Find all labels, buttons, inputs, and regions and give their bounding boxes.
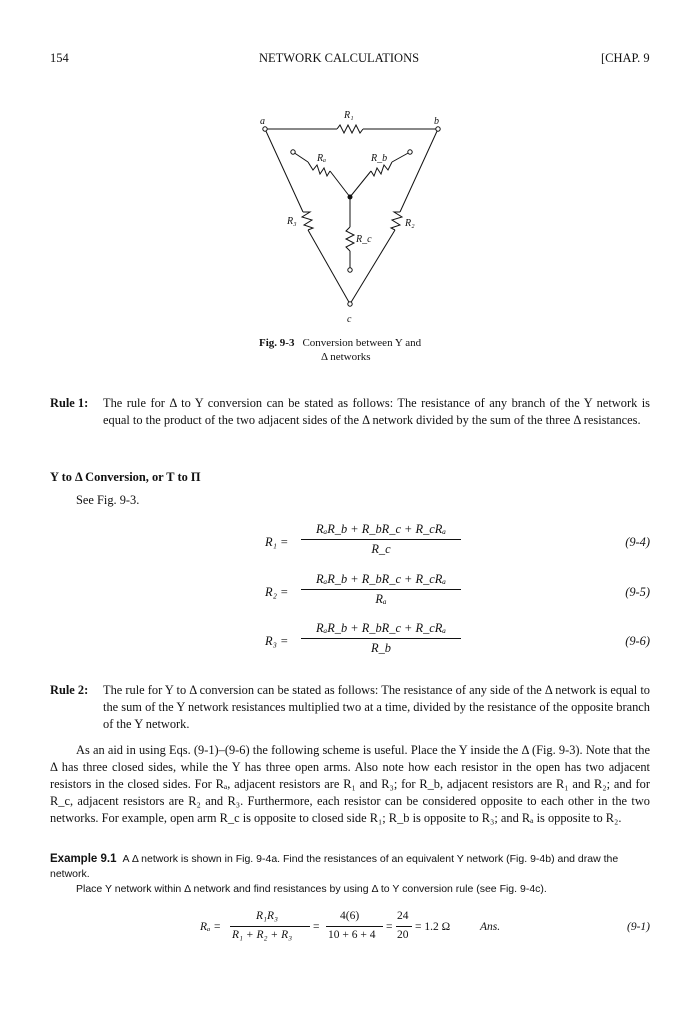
resistor-r1: [337, 125, 363, 133]
ra-num2: 4(6): [340, 910, 360, 922]
resistor-rc: [346, 227, 354, 251]
resistor-r2: [391, 212, 402, 230]
equation-number: (9-4): [625, 535, 650, 549]
example-label: Example 9.1: [50, 853, 117, 865]
rule-2-label: Rule 2:: [50, 683, 89, 697]
chapter-label: [CHAP. 9: [601, 51, 650, 65]
ra-eq2: =: [386, 921, 393, 933]
label-r1: R₁: [344, 110, 354, 121]
equation-number: (9-6): [625, 634, 650, 648]
equation-denominator: Rₐ: [375, 592, 387, 606]
section-heading: Y to Δ Conversion, or T to Π: [50, 470, 201, 484]
ra-eq1: =: [313, 921, 320, 933]
example-text: A Δ network is shown in Fig. 9-4a. Find the resistances of an equivalent Y network (Fig. 9-4b) and draw the network.: [50, 853, 619, 880]
ra-ans: Ans.: [480, 921, 501, 933]
equation-denominator: R_b: [371, 641, 391, 655]
label-r2: R₂: [405, 218, 415, 229]
ra-lhs: Rₐ =: [200, 921, 222, 933]
rule-2-text: The rule for Y to Δ conversion can be stated as follows: The resistance of any side of the Δ network is equal to the sum of the Y network resistances multiplied two at a time, divided by the resistance of the opposite branch of the Y network.: [103, 683, 650, 731]
resistor-rb: [371, 162, 392, 176]
resistor-ra: [308, 162, 330, 176]
label-r3: R₃: [287, 216, 297, 227]
equation-numerator: RₐR_b + R_bR_c + R_cRₐ: [301, 621, 461, 639]
ra-num1: R₁R₃: [256, 910, 279, 922]
rule-1-label: Rule 1:: [50, 396, 89, 410]
ra-den2: 10 + 6 + 4: [328, 929, 376, 941]
node-label-a: a: [260, 116, 265, 127]
ra-result: = 1.2 Ω: [415, 921, 451, 933]
rule-2: [50, 682, 650, 733]
ra-num3: 24: [397, 910, 409, 922]
label-rb: R_b: [371, 153, 388, 164]
equation-lhs: R₂ =: [265, 585, 289, 599]
equation-ra: [200, 910, 650, 946]
figure-caption-label: Fig. 9-3: [259, 337, 295, 349]
figure-caption-line1: Conversion between Y and: [302, 337, 422, 349]
resistor-r3: [302, 212, 313, 230]
label-rc: R_c: [356, 234, 372, 245]
page-number: 154: [50, 51, 69, 65]
equation-9-5: [265, 572, 650, 616]
body-paragraph: As an aid in using Eqs. (9-1)–(9-6) the following scheme is useful. Place the Y inside the Δ (Fig. 9-3). Note that the Δ has three closed sides, while the Y has three open arms. Also note how each resistor in the open has two adjacent resistors in the closed sides. For Rₐ, adjacent resistors are R₁ and R₃; for R_b, adjacent resistors are R₁ and R₂; and for R_c, adjacent resistors are R₂ and R₃. Furthermore, each resistor can be considered opposite to each other in the two networks. For example, open arm R_c is opposite to closed side R₁; R_b is opposite to R₃; and Rₐ is opposite to R₂.: [50, 743, 650, 825]
figure-caption-line2: Δ networks: [321, 351, 371, 363]
figure-caption: [259, 336, 421, 364]
ra-den1: R₁ + R₂ + R₃: [232, 929, 293, 941]
ra-equation-number: (9-1): [627, 921, 650, 933]
equation-number: (9-5): [625, 585, 650, 599]
ra-den3: 20: [397, 929, 409, 941]
example-9-1: [50, 852, 650, 882]
equation-9-6: [265, 621, 650, 665]
y-delta-figure: [250, 104, 450, 325]
node-label-c: c: [347, 314, 352, 325]
equation-lhs: R₁ =: [265, 535, 289, 549]
equation-numerator: RₐR_b + R_bR_c + R_cRₐ: [301, 522, 461, 540]
see-figure-note: See Fig. 9-3.: [76, 493, 140, 507]
example-instruction: Place Y network within Δ network and find resistances by using Δ to Y conversion rule (see Fig. 9-4c).: [76, 883, 547, 895]
rule-1-text: The rule for Δ to Y conversion can be stated as follows: The resistance of any branch of the Y network is equal to the product of the two adjacent sides of the Δ network divided by the sum of the three Δ resistances.: [103, 396, 650, 427]
running-title: NETWORK CALCULATIONS: [259, 51, 420, 65]
equation-9-4: [265, 522, 650, 566]
label-ra: Rₐ: [317, 153, 327, 164]
equation-denominator: R_c: [371, 542, 391, 556]
equation-lhs: R₃ =: [265, 634, 289, 648]
equation-numerator: RₐR_b + R_bR_c + R_cRₐ: [301, 572, 461, 590]
rule-1: [50, 395, 650, 429]
node-label-b: b: [434, 116, 439, 127]
